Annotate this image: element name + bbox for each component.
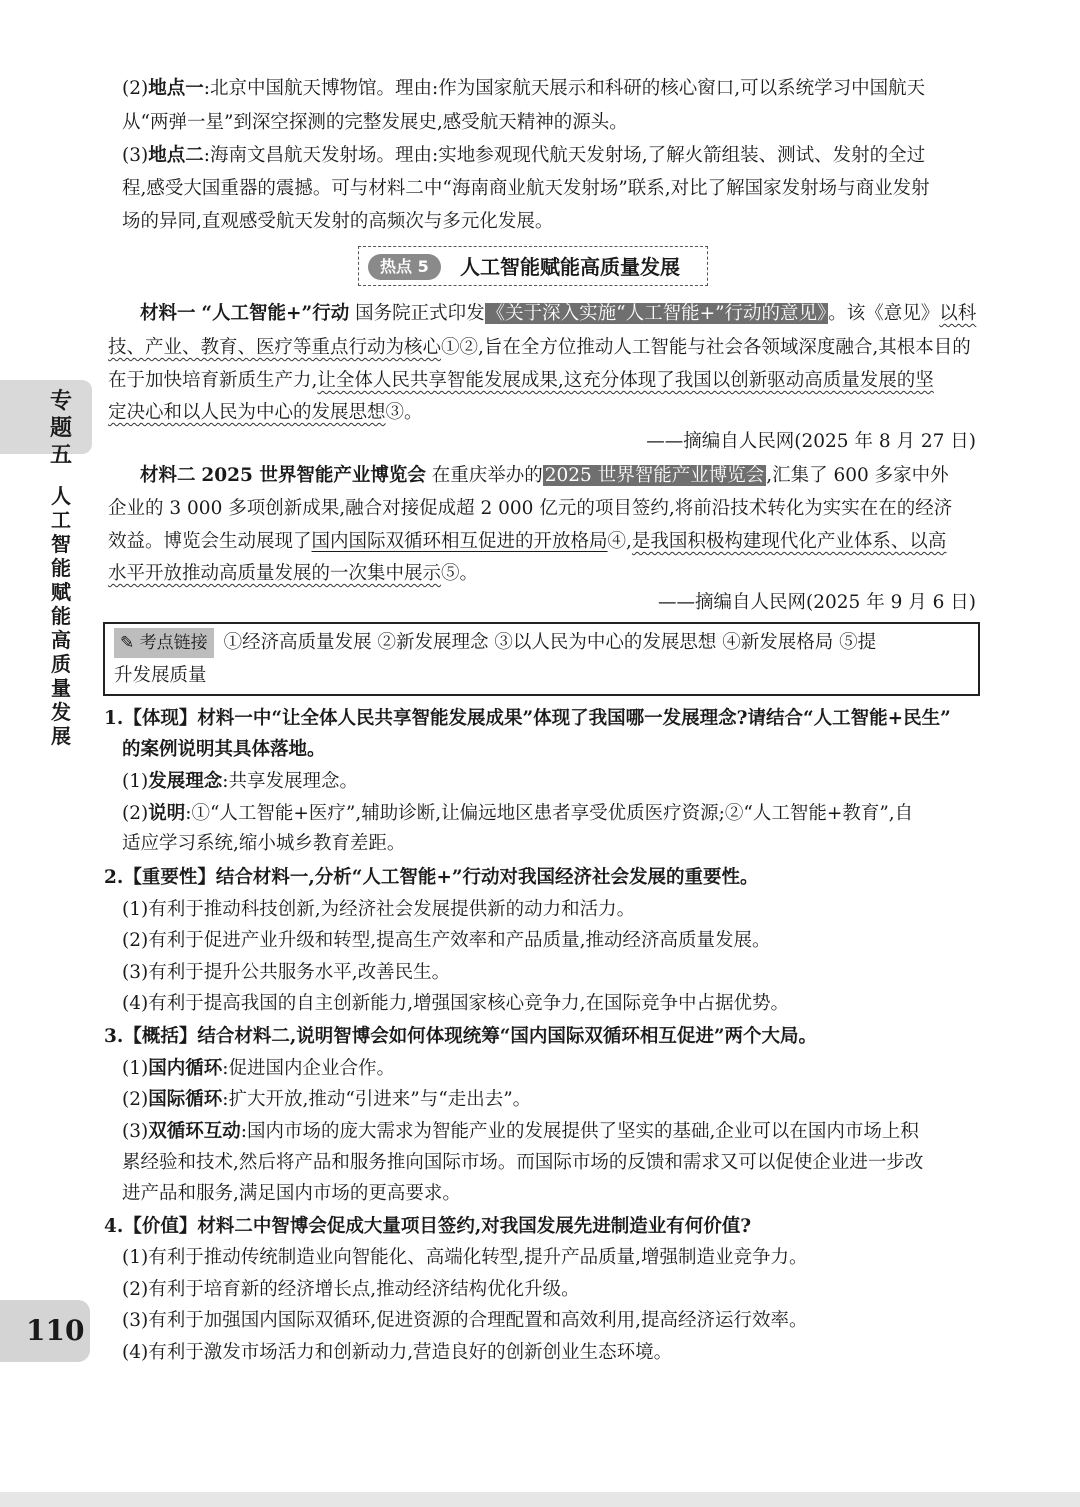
material-2-line-1: 材料二 2025 世界智能产业博览会 在重庆举办的 2025 世界智能产业博览会 ,汇集了 600 多家中外 xyxy=(140,465,949,486)
material-2-line-3: 效益。博览会生动展现了国内国际双循环相互促进的开放格局④,是我国积极构建现代化产业体系、以高 xyxy=(108,531,947,552)
question-1-cont: 的案例说明其具体落地。 xyxy=(122,739,326,760)
hotspot-title: 人工智能赋能高质量发展 xyxy=(460,255,680,279)
question-3: 3.【概括】结合材料二,说明智博会如何体现统筹“国内国际双循环相互促进”两个大局。 xyxy=(104,1026,818,1047)
hotspot-badge: 热点 5 xyxy=(368,254,441,280)
question-3-answer-1: (1)国内循环:促进国内企业合作。 xyxy=(122,1058,395,1079)
material-2-label: 材料二 xyxy=(140,465,196,486)
question-3-answer-3-cont-1: 累经验和技术,然后将产品和服务推向国际市场。而国际市场的反馈和需求又可以促使企业进一步改 xyxy=(122,1152,924,1173)
question-2-answer-4: (4)有利于提高我国的自主创新能力,增强国家核心竞争力,在国际竞争中占据优势。 xyxy=(122,993,789,1014)
question-3-answer-3: (3)双循环互动:国内市场的庞大需求为智能产业的发展提供了坚实的基础,企业可以在国内市场上积 xyxy=(122,1121,919,1142)
link-icon: ✎ xyxy=(120,633,135,653)
question-1-answer-1: (1)发展理念:共享发展理念。 xyxy=(122,771,358,792)
question-2-answer-3: (3)有利于提升公共服务水平,改善民生。 xyxy=(122,962,451,983)
material-1-source: ——摘编自人民网(2025 年 8 月 27 日) xyxy=(646,431,976,452)
answer-location-2-cont-1: 程,感受大国重器的震撼。可与材料二中“海南商业航天发射场”联系,对比了解国家发射场与商业发射 xyxy=(122,178,930,199)
highlighted-expo-name: 2025 世界智能产业博览会 xyxy=(544,465,765,486)
question-3-answer-2: (2)国际循环:扩大开放,推动“引进来”与“走出去”。 xyxy=(122,1089,532,1110)
question-1-answer-2: (2)说明:①“人工智能+医疗”,辅助诊断,让偏远地区患者享受优质医疗资源;②“人工智能+教育”,自 xyxy=(122,803,914,824)
question-2-answer-1: (1)有利于推动科技创新,为经济社会发展提供新的动力和活力。 xyxy=(122,899,636,920)
question-3-answer-3-cont-2: 进产品和服务,满足国内市场的更高要求。 xyxy=(122,1183,461,1204)
material-2-source: ——摘编自人民网(2025 年 9 月 6 日) xyxy=(658,592,976,613)
answer-location-2-cont-2: 场的异同,直观感受航天发射的高频次与多元化发展。 xyxy=(122,211,554,232)
page-number: 110 xyxy=(26,1314,85,1347)
exam-point-line-2: 升发展质量 xyxy=(114,665,207,686)
material-1-label: 材料一 xyxy=(140,303,196,324)
exam-point-label: ✎ 考点链接 xyxy=(114,628,214,658)
question-4-answer-1: (1)有利于推动传统制造业向智能化、高端化转型,提升产品质量,增强制造业竞争力。 xyxy=(122,1247,808,1268)
question-4: 4.【价值】材料二中智博会促成大量项目签约,对我国发展先进制造业有何价值? xyxy=(104,1216,752,1237)
material-1-line-4: 定决心和以人民为中心的发展思想③。 xyxy=(108,402,423,423)
material-2-heading: 2025 世界智能产业博览会 xyxy=(201,465,426,486)
question-1-answer-2-cont: 适应学习系统,缩小城乡教育差距。 xyxy=(122,833,406,854)
question-4-answer-4: (4)有利于激发市场活力和创新动力,营造良好的创新创业生态环境。 xyxy=(122,1342,673,1363)
side-topic-title: 人工智能赋能高质量发展 xyxy=(51,484,71,748)
highlighted-document-title: 《关于深入实施“人工智能+”行动的意见》 xyxy=(486,303,827,324)
material-1-line-3: 在于加快培育新质生产力,让全体人民共享智能发展成果,这充分体现了我国以创新驱动高质量发展的坚 xyxy=(108,370,934,391)
question-4-answer-2: (2)有利于培育新的经济增长点,推动经济结构优化升级。 xyxy=(122,1279,580,1300)
label-location-2: 地点二 xyxy=(148,145,204,166)
answer-location-1: (2)地点一:北京中国航天博物馆。理由:作为国家航天展示和科研的核心窗口,可以系统学习中国航天 xyxy=(122,78,926,99)
answer-location-1-cont: 从“两弹一星”到深空探测的完整发展史,感受航天精神的源头。 xyxy=(122,112,628,133)
material-1-line-2: 技、产业、教育、医疗等重点行动为核心①②,旨在全方位推动人工智能与社会各领域深度融合,其根本目的 xyxy=(108,337,971,358)
question-2-answer-2: (2)有利于促进产业升级和转型,提高生产效率和产品质量,推动经济高质量发展。 xyxy=(122,930,771,951)
side-topic-label: 专题五 xyxy=(49,389,72,468)
answer-location-2: (3)地点二:海南文昌航天发射场。理由:实地参观现代航天发射场,了解火箭组装、测试、发射的全过 xyxy=(122,145,926,166)
exam-point-line-1: ✎ 考点链接 ①经济高质量发展 ②新发展理念 ③以人民为中心的发展思想 ④新发展格局 ⑤提 xyxy=(114,628,876,658)
material-2-line-4: 水平开放推动高质量发展的一次集中展示⑤。 xyxy=(108,563,479,584)
question-2: 2.【重要性】结合材料一,分析“人工智能+”行动对我国经济社会发展的重要性。 xyxy=(104,867,759,888)
question-4-answer-3: (3)有利于加强国内国际双循环,促进资源的合理配置和高效利用,提高经济运行效率。 xyxy=(122,1310,808,1331)
material-1-heading: “人工智能+”行动 xyxy=(201,303,350,324)
question-1: 1.【体现】材料一中“让全体人民共享智能发展成果”体现了我国哪一发展理念?请结合“人工智能+民生” xyxy=(104,708,951,729)
label-location-1: 地点一 xyxy=(148,78,204,99)
material-1-line-1: 材料一 “人工智能+”行动 国务院正式印发 《关于深入实施“人工智能+”行动的意见》 。该《意见》以科 xyxy=(140,303,977,324)
material-2-line-2: 企业的 3 000 多项创新成果,融合对接促成超 2 000 亿元的项目签约,将前沿技术转化为实实在在的经济 xyxy=(108,498,953,519)
bottom-edge xyxy=(0,1492,1080,1507)
